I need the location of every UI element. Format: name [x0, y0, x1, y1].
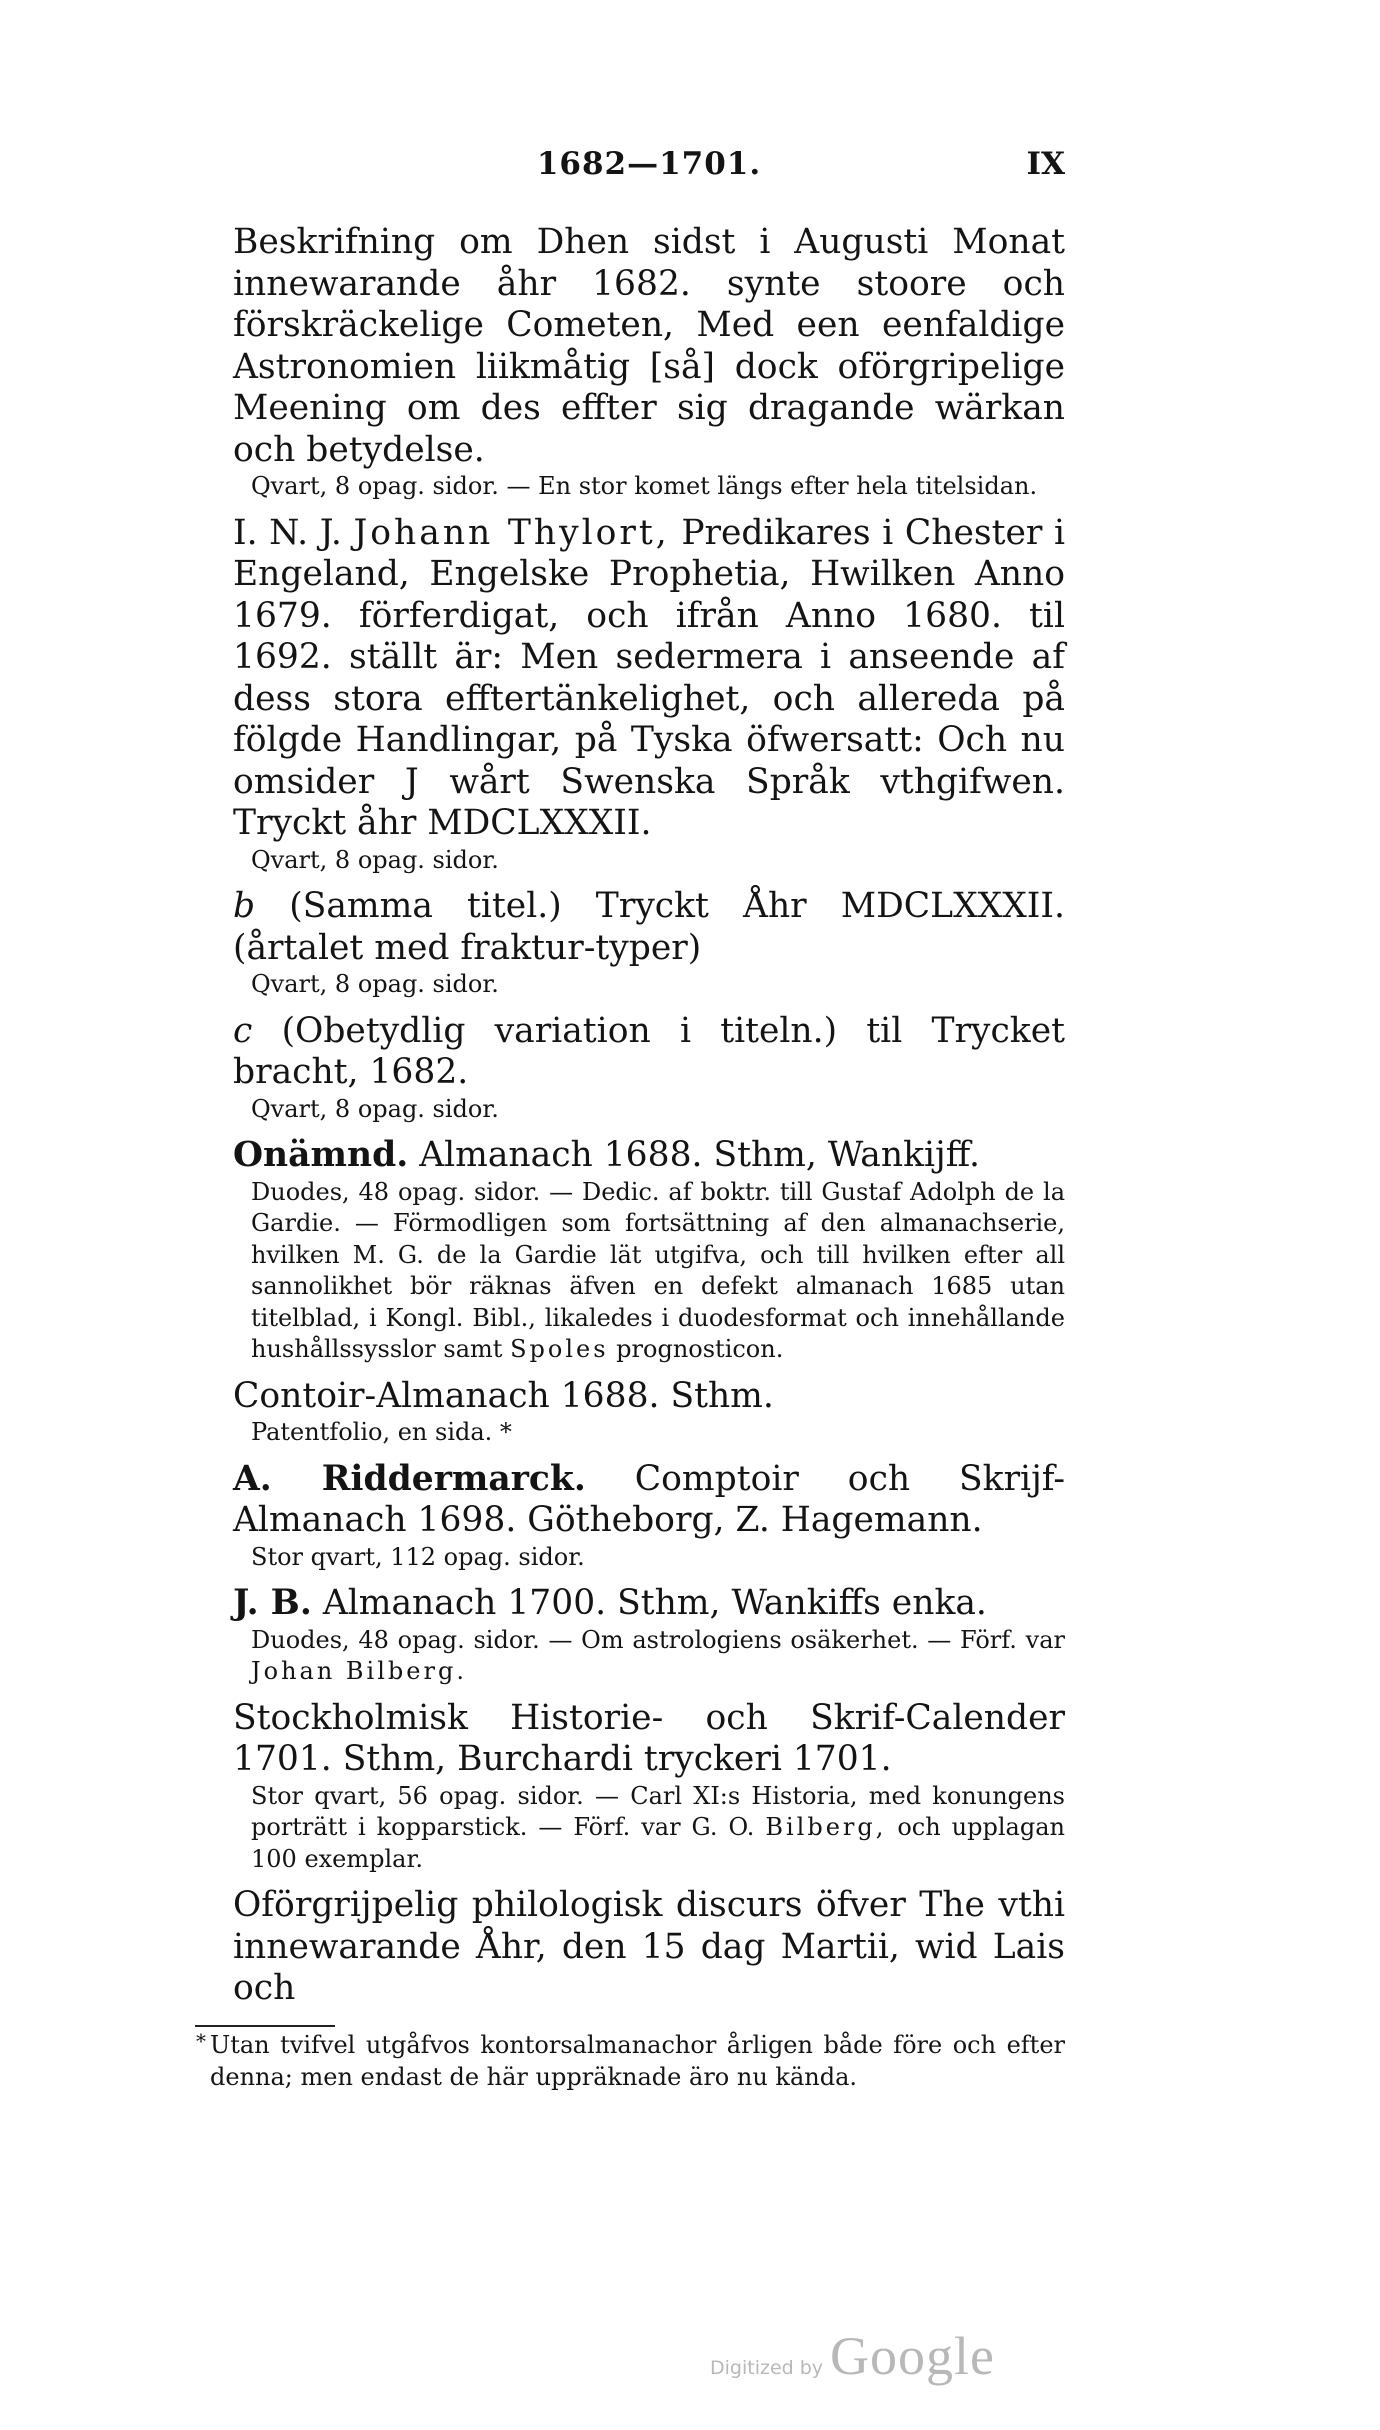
- entry-title: [233, 1583, 1065, 1625]
- entry-almanach-1700: [233, 1583, 1065, 1688]
- entry-variant-b: [233, 886, 1065, 1001]
- footnote: [196, 2029, 1065, 2093]
- entry-title-text: Almanach 1700. Sthm, Wankiffs enka.: [322, 1583, 987, 1623]
- entry-contoir-almanach: [233, 1376, 1065, 1449]
- footnote-mark: *: [196, 2029, 206, 2053]
- entry-note: Qvart, 8 opag. sidor.: [251, 1094, 499, 1123]
- entry-author: A. Riddermarck.: [233, 1458, 586, 1499]
- entry-thylort: [233, 513, 1065, 877]
- variant-letter: b: [233, 886, 256, 926]
- entry-note: [233, 1625, 1065, 1688]
- entry-title-text: (Obetydlig variation i titeln.) til Trycket bracht, 1682.: [233, 1010, 1065, 1092]
- entry-title: Contoir-Almanach 1688. Sthm.: [233, 1375, 774, 1416]
- note-text: Duodes, 48 opag. sidor. — Om astrologiens osäkerhet. — Förf. var: [251, 1625, 1065, 1654]
- variant-letter: c: [233, 1010, 253, 1051]
- entry-author: J. B.: [233, 1583, 312, 1623]
- note-spaced-name: Johan Bilberg.: [251, 1657, 467, 1685]
- digitized-label: Digitized by: [710, 2357, 824, 2379]
- entry-title: [233, 1011, 1065, 1094]
- footnote-text: Utan tvifvel utgåfvos kontorsalmanachor årligen både före och efter denna; men endast de här uppräknade äro nu kända.: [210, 2031, 1065, 2091]
- entry-title: [233, 513, 1065, 845]
- note-text: Duodes, 48 opag. sidor. — Dedic. af boktr. till Gustaf Adolph de la Gardie. — Förmodligen som fortsättning af den almanachserie, hvilken M. G. de la Gardie lät utgifva, och till hvilken efter all sannolikhet bör räknas äfven en defekt almanach 1685 utan titelblad, i Kongl. Bibl., likaledes i duodesformat och innehållande hushållssysslor samt: [251, 1177, 1065, 1363]
- running-head-years: 1682—1701.: [536, 146, 762, 182]
- entry-author-lead: I. N. J.: [233, 512, 342, 553]
- entry-almanach-1688: [233, 1135, 1065, 1366]
- entry-note: Qvart, 8 opag. sidor.: [251, 845, 499, 874]
- entry-title: Oförgrijpelig philologisk discurs öfver The vthi innewarande Åhr, den 15 dag Martii, wid Lais och: [233, 1885, 1065, 2008]
- entry-title: [233, 886, 1065, 969]
- entry-note: Qvart, 8 opag. sidor.: [251, 970, 499, 998]
- entry-title-text: Predikares i Chester i Engeland, Engelske Prophetia, Hwilken Anno 1679. förferdigat, och ifrån Anno 1680. til 1692. ställt är: Men sedermera i anseende af dess stora efftertänkelighet, och allereda på fölgde Handlingar, på Tyska öfwersatt: Och nu omsider J wårt Swenska Språk vthgifwen. Tryckt åhr MDCLXXXII.: [233, 512, 1065, 843]
- entry-note: Stor qvart, 112 opag. sidor.: [251, 1542, 585, 1571]
- note-spaced-name: Bilberg,: [765, 1813, 887, 1841]
- entry-riddermarck: [233, 1459, 1065, 1574]
- note-spaced-name: Spoles: [510, 1335, 609, 1363]
- entry-note: Patentfolio, en sida. *: [251, 1418, 512, 1446]
- entry-note: [233, 1781, 1065, 1876]
- entry-philologisk-discurs: [233, 1885, 1065, 2010]
- digitized-watermark: [710, 2325, 1010, 2395]
- note-text: Stor qvart, 56 opag. sidor. — Carl XI:s Historia, med konungens porträtt i kopparstick. — Förf. var G. O.: [251, 1781, 1065, 1841]
- page-header: [233, 146, 1065, 190]
- entry-title: [233, 1135, 1065, 1177]
- note-text: och upplagan 100 exemplar.: [251, 1813, 1065, 1873]
- entry-title-text: (Samma titel.) Tryckt Åhr MDCLXXXII. (årtalet med fraktur-typer): [233, 886, 1065, 968]
- entry-note: [233, 1177, 1065, 1366]
- entry-author: Onämnd.: [233, 1135, 409, 1175]
- page-number: IX: [1026, 146, 1065, 182]
- entry-title: Stockholmisk Historie- och Skrif-Calender 1701. Sthm, Burchardi tryckeri 1701.: [233, 1697, 1065, 1779]
- entry-title-text: Comptoir och Skrijf-Almanach 1698. Götheborg, Z. Hagemann.: [233, 1458, 1065, 1540]
- entry-title: Beskrifning om Dhen sidst i Augusti Monat innewarande åhr 1682. synte stoore och förskräckelige Cometen, Med een eenfaldige Astronomien liikmåtig [så] dock oförgripelige Meening om des effter sig dragande wärkan och betydelse.: [233, 222, 1065, 470]
- entry-title: [233, 1459, 1065, 1542]
- entry-title-text: Almanach 1688. Sthm, Wankijff.: [419, 1135, 980, 1175]
- footnote-divider: [195, 2025, 335, 2027]
- note-text: prognosticon.: [616, 1335, 784, 1363]
- main-column: [233, 222, 1065, 2014]
- entry-variant-c: [233, 1011, 1065, 1126]
- google-wordmark: Google: [830, 2326, 995, 2386]
- entry-author-name: Johann Thylort,: [353, 512, 670, 553]
- entry-skrif-calender: [233, 1698, 1065, 1876]
- entry-note: Qvart, 8 opag. sidor. — En stor komet längs efter hela titelsidan.: [251, 472, 1038, 500]
- entry-beskrifning: [233, 222, 1065, 503]
